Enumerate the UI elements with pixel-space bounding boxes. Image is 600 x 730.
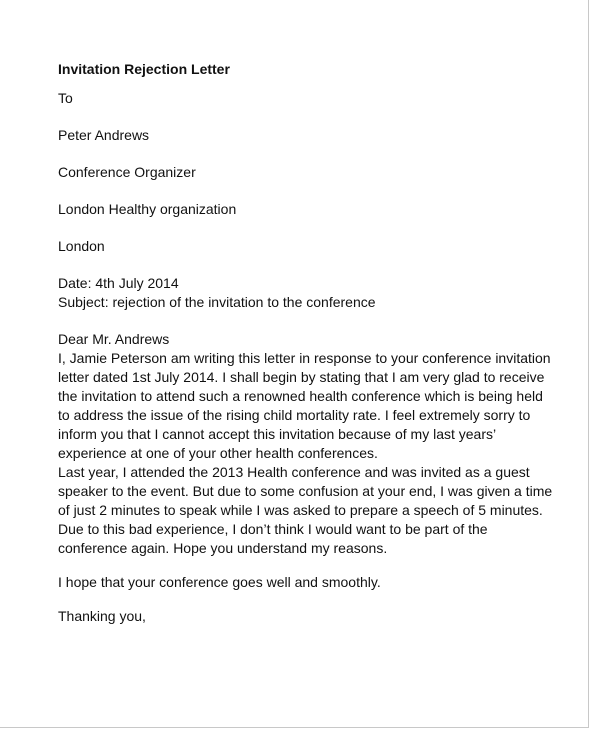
recipient-name: Peter Andrews bbox=[58, 127, 150, 143]
to-label: To bbox=[58, 90, 73, 106]
recipient-organization: London Healthy organization bbox=[58, 201, 237, 217]
closing-wish: I hope that your conference goes well and smoothly. bbox=[58, 574, 381, 590]
letter-content bbox=[58, 60, 558, 626]
recipient-city: London bbox=[58, 238, 105, 254]
letter-date: Date: 4th July 2014 bbox=[58, 275, 179, 291]
letter-subject: Subject: rejection of the invitation to the conference bbox=[58, 294, 376, 310]
salutation: Dear Mr. Andrews bbox=[58, 331, 170, 347]
letter-title: Invitation Rejection Letter bbox=[58, 61, 230, 77]
signoff: Thanking you, bbox=[58, 608, 146, 624]
body-paragraph: I, Jamie Peterson am writing this letter in response to your conference invitation letter dated 1st July 2014. I shall begin by stating that I am very glad to receive the invitation to attend such a renowned health conference which is being held to address the issue of the rising child mortality rate. I feel extremely sorry to inform you that I cannot accept this invitation because of my last years’ experience at one of your other health conferences. bbox=[58, 350, 551, 461]
recipient-title: Conference Organizer bbox=[58, 164, 196, 180]
body-paragraph: Last year, I attended the 2013 Health conference and was invited as a guest speaker to the event. But due to some confusion at your end, I was given a time of just 2 minutes to speak while I was asked to prepare a speech of 5 minutes. Due to this bad experience, I don’t think I would want to be part of the conference again. Hope you understand my reasons. bbox=[58, 464, 553, 556]
